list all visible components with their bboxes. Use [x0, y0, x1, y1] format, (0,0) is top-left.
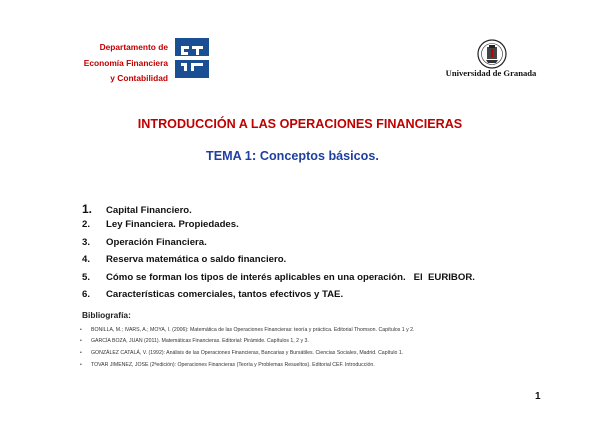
subtitle-colon: :	[251, 147, 257, 163]
subtitle-prefix: TEMA 1	[206, 149, 252, 163]
topic-label: Cómo se forman los tipos de interés aplicables en una operación. El EURIBOR.	[106, 271, 475, 283]
topic-number: 2.	[82, 219, 91, 231]
page-number: 1	[535, 391, 541, 402]
topic-label: Ley Financiera. Propiedades.	[106, 219, 239, 231]
topic-number: 3.	[82, 236, 91, 248]
topic-number: 5.	[82, 271, 91, 283]
bibliography-entry-text: GONZÁLEZ CATALÁ, V. (1992): Análisis de las Operaciones Financieras, Bancarias y Bursátiles. Ciencias Sociales, Madrid. Capítulo 1.	[91, 349, 404, 356]
department-line-2: Economía Financiera	[83, 57, 168, 68]
topic-item	[82, 254, 475, 271]
bibliography-entry	[80, 347, 415, 359]
bullet-icon: •	[80, 338, 82, 345]
page-title: INTRODUCCIÓN A LAS OPERACIONES FINANCIERAS	[137, 117, 463, 131]
subtitle-text: Conceptos básicos.	[259, 149, 379, 163]
bibliography-entry-text: TOVAR JIMENEZ, JOSE (2ªedición): Operaciones Financieras (Teoría y Problemas Resueltos). Editorial CEF. Introducción.	[91, 361, 375, 368]
department-line-1: Departamento de	[99, 42, 168, 52]
topic-label: Operación Financiera.	[106, 236, 207, 248]
topic-item	[82, 272, 475, 289]
subtitle	[206, 147, 379, 163]
topic-item	[82, 219, 475, 236]
topic-number: 4.	[82, 254, 91, 266]
bullet-icon: •	[80, 361, 82, 368]
department-logo-icon	[175, 38, 209, 78]
topic-label: Reserva matemática o saldo financiero.	[106, 254, 287, 266]
topic-item	[82, 202, 475, 219]
bibliography-entry-text: GARCÍA BOZA, JUAN (2011). Matemáticas Financieras. Editorial: Pirámide. Capítulos 1, 2 y 3.	[91, 338, 309, 345]
university-crest-icon	[472, 38, 512, 70]
bibliography-entry	[80, 324, 415, 336]
topic-label: Características comerciales, tantos efectivos y TAE.	[106, 288, 344, 300]
topic-label: Capital Financiero.	[106, 205, 192, 216]
topic-item	[82, 237, 475, 254]
university-name: Universidad de Granada	[445, 68, 537, 78]
topic-number: 6.	[82, 288, 91, 300]
bibliography-heading: Bibliografía:	[82, 310, 131, 320]
bibliography-entry	[80, 336, 415, 348]
bullet-icon: •	[80, 326, 82, 333]
bullet-icon: •	[80, 349, 82, 356]
bibliography-list	[80, 324, 415, 370]
topic-item	[82, 289, 475, 306]
bibliography-entry	[80, 359, 415, 371]
department-name	[60, 40, 168, 87]
bibliography-entry-text: BONILLA, M.; IVARS, A.; MOYA, I. (2006): Matemática de las Operaciones Financieras: teoría y práctica. Editorial Thomson. Capítulos 1 y 2.	[91, 326, 415, 333]
topic-list	[82, 202, 475, 306]
topic-number: 1.	[82, 202, 93, 216]
department-line-3: y Contabilidad	[110, 73, 168, 83]
